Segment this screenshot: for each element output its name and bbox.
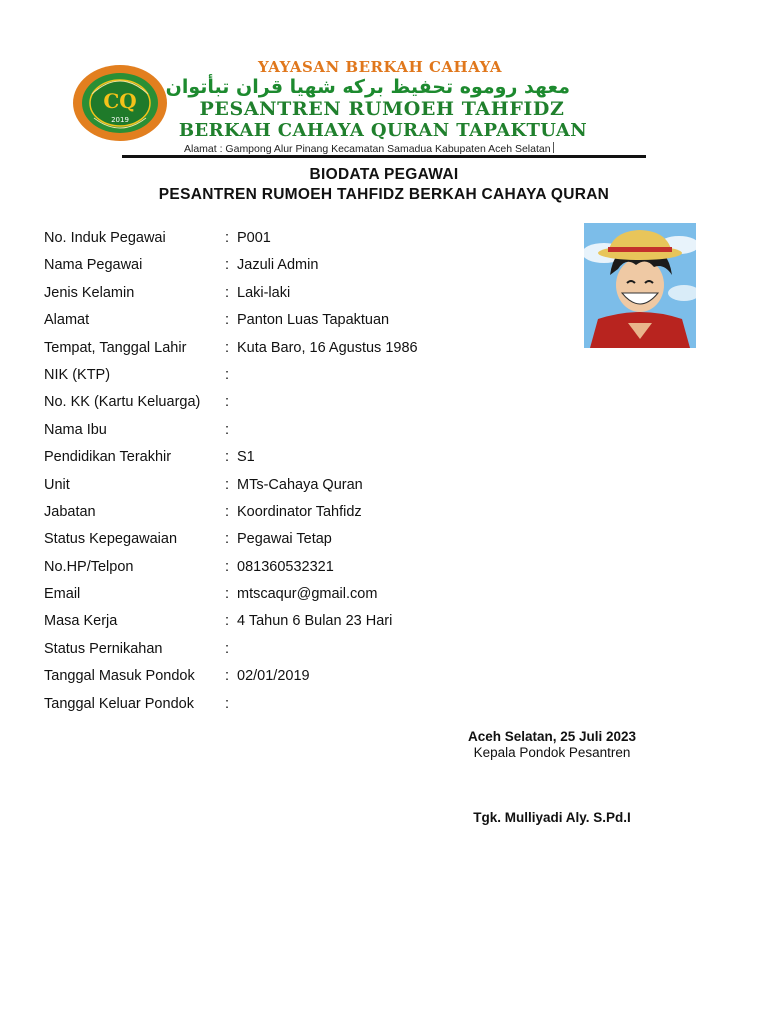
field-row <box>44 640 564 667</box>
field-value: Pegawai Tetap <box>237 531 332 548</box>
field-label: Pendidikan Terakhir <box>44 449 172 466</box>
field-value: Jazuli Admin <box>237 257 319 274</box>
field-label: Nama Ibu <box>44 421 107 438</box>
field-row <box>44 229 564 256</box>
field-value: Panton Luas Tapaktuan <box>237 312 390 329</box>
field-value: 4 Tahun 6 Bulan 23 Hari <box>237 613 393 630</box>
field-value: Kuta Baro, 16 Agustus 1986 <box>237 339 418 356</box>
field-label: Nama Pegawai <box>44 257 143 274</box>
svg-text:2019: 2019 <box>111 116 129 124</box>
field-colon: : <box>225 695 230 712</box>
signature-name: Tgk. Mulliyadi Aly. S.Pd.I <box>473 810 631 825</box>
field-value: 02/01/2019 <box>237 668 310 685</box>
field-row <box>44 339 564 366</box>
field-value: mtscaqur@gmail.com <box>237 586 378 603</box>
field-value: MTs-Cahaya Quran <box>237 476 363 493</box>
document-title: BIODATA PEGAWAI <box>309 166 459 183</box>
field-colon: : <box>225 531 230 548</box>
field-value: Koordinator Tahfidz <box>237 503 362 520</box>
signature-role: Kepala Pondok Pesantren <box>473 745 631 760</box>
field-label: Jabatan <box>44 503 96 520</box>
pesantren-subname: BERKAH CAHAYA QURAN TAPAKTUAN <box>178 120 588 141</box>
field-colon: : <box>225 284 230 301</box>
address-text: Alamat : Gampong Alur Pinang Kecamatan Samadua Kabupaten Aceh Selatan <box>184 143 551 155</box>
field-value: 081360532321 <box>237 558 334 575</box>
field-label: Tanggal Masuk Pondok <box>44 668 195 685</box>
field-row <box>44 695 564 722</box>
field-row <box>44 530 564 557</box>
field-colon: : <box>225 421 230 438</box>
field-colon: : <box>225 613 230 630</box>
field-row <box>44 256 564 283</box>
field-label: Jenis Kelamin <box>44 284 135 301</box>
field-label: Status Pernikahan <box>44 640 163 657</box>
field-label: Tempat, Tanggal Lahir <box>44 339 187 356</box>
field-colon: : <box>225 257 230 274</box>
foundation-name: YAYASAN BERKAH CAHAYA <box>258 58 502 76</box>
field-row <box>44 612 564 639</box>
arabic-name: معهد روموه تحفيظ بركه شهيا قران تبأتوان <box>165 76 570 98</box>
letterhead <box>0 0 768 160</box>
field-label: Unit <box>44 476 70 493</box>
field-value: P001 <box>237 230 271 246</box>
field-label: Masa Kerja <box>44 613 118 630</box>
field-label: No. Induk Pegawai <box>44 230 166 246</box>
field-value: S1 <box>237 449 255 466</box>
svg-text:CQ: CQ <box>103 89 137 113</box>
field-label: Tanggal Keluar Pondok <box>44 695 194 712</box>
field-colon: : <box>225 640 230 657</box>
field-label: Email <box>44 586 81 603</box>
field-colon: : <box>225 312 230 329</box>
header-divider <box>122 155 646 158</box>
field-colon: : <box>225 558 230 575</box>
field-colon: : <box>225 668 230 685</box>
institution-logo <box>72 64 168 142</box>
field-row <box>44 311 564 338</box>
address-line <box>184 142 554 155</box>
signature-place-date: Aceh Selatan, 25 Juli 2023 <box>467 729 637 744</box>
field-label: No.HP/Telpon <box>44 558 134 575</box>
field-colon: : <box>225 230 230 246</box>
field-colon: : <box>225 586 230 603</box>
field-row <box>44 585 564 612</box>
field-row <box>44 476 564 503</box>
pesantren-name: PESANTREN RUMOEH TAHFIDZ <box>199 98 565 120</box>
text-cursor <box>553 142 554 153</box>
field-colon: : <box>225 503 230 520</box>
field-colon: : <box>225 339 230 356</box>
field-colon: : <box>225 476 230 493</box>
document-subtitle: PESANTREN RUMOEH TAHFIDZ BERKAH CAHAYA QURAN <box>158 186 610 203</box>
field-row <box>44 366 564 393</box>
field-row <box>44 448 564 475</box>
field-label: No. KK (Kartu Keluarga) <box>44 394 201 411</box>
field-row <box>44 558 564 585</box>
field-label: Status Kepegawaian <box>44 531 178 548</box>
field-row <box>44 667 564 694</box>
field-row <box>44 393 564 420</box>
field-colon: : <box>225 449 230 466</box>
field-label: NIK (KTP) <box>44 366 111 383</box>
field-value: Laki-laki <box>237 284 291 301</box>
employee-photo <box>584 223 696 348</box>
biodata-fields <box>44 229 564 722</box>
field-row <box>44 503 564 530</box>
field-label: Alamat <box>44 312 90 329</box>
field-row <box>44 284 564 311</box>
field-colon: : <box>225 394 230 411</box>
field-row <box>44 421 564 448</box>
field-colon: : <box>225 366 230 383</box>
